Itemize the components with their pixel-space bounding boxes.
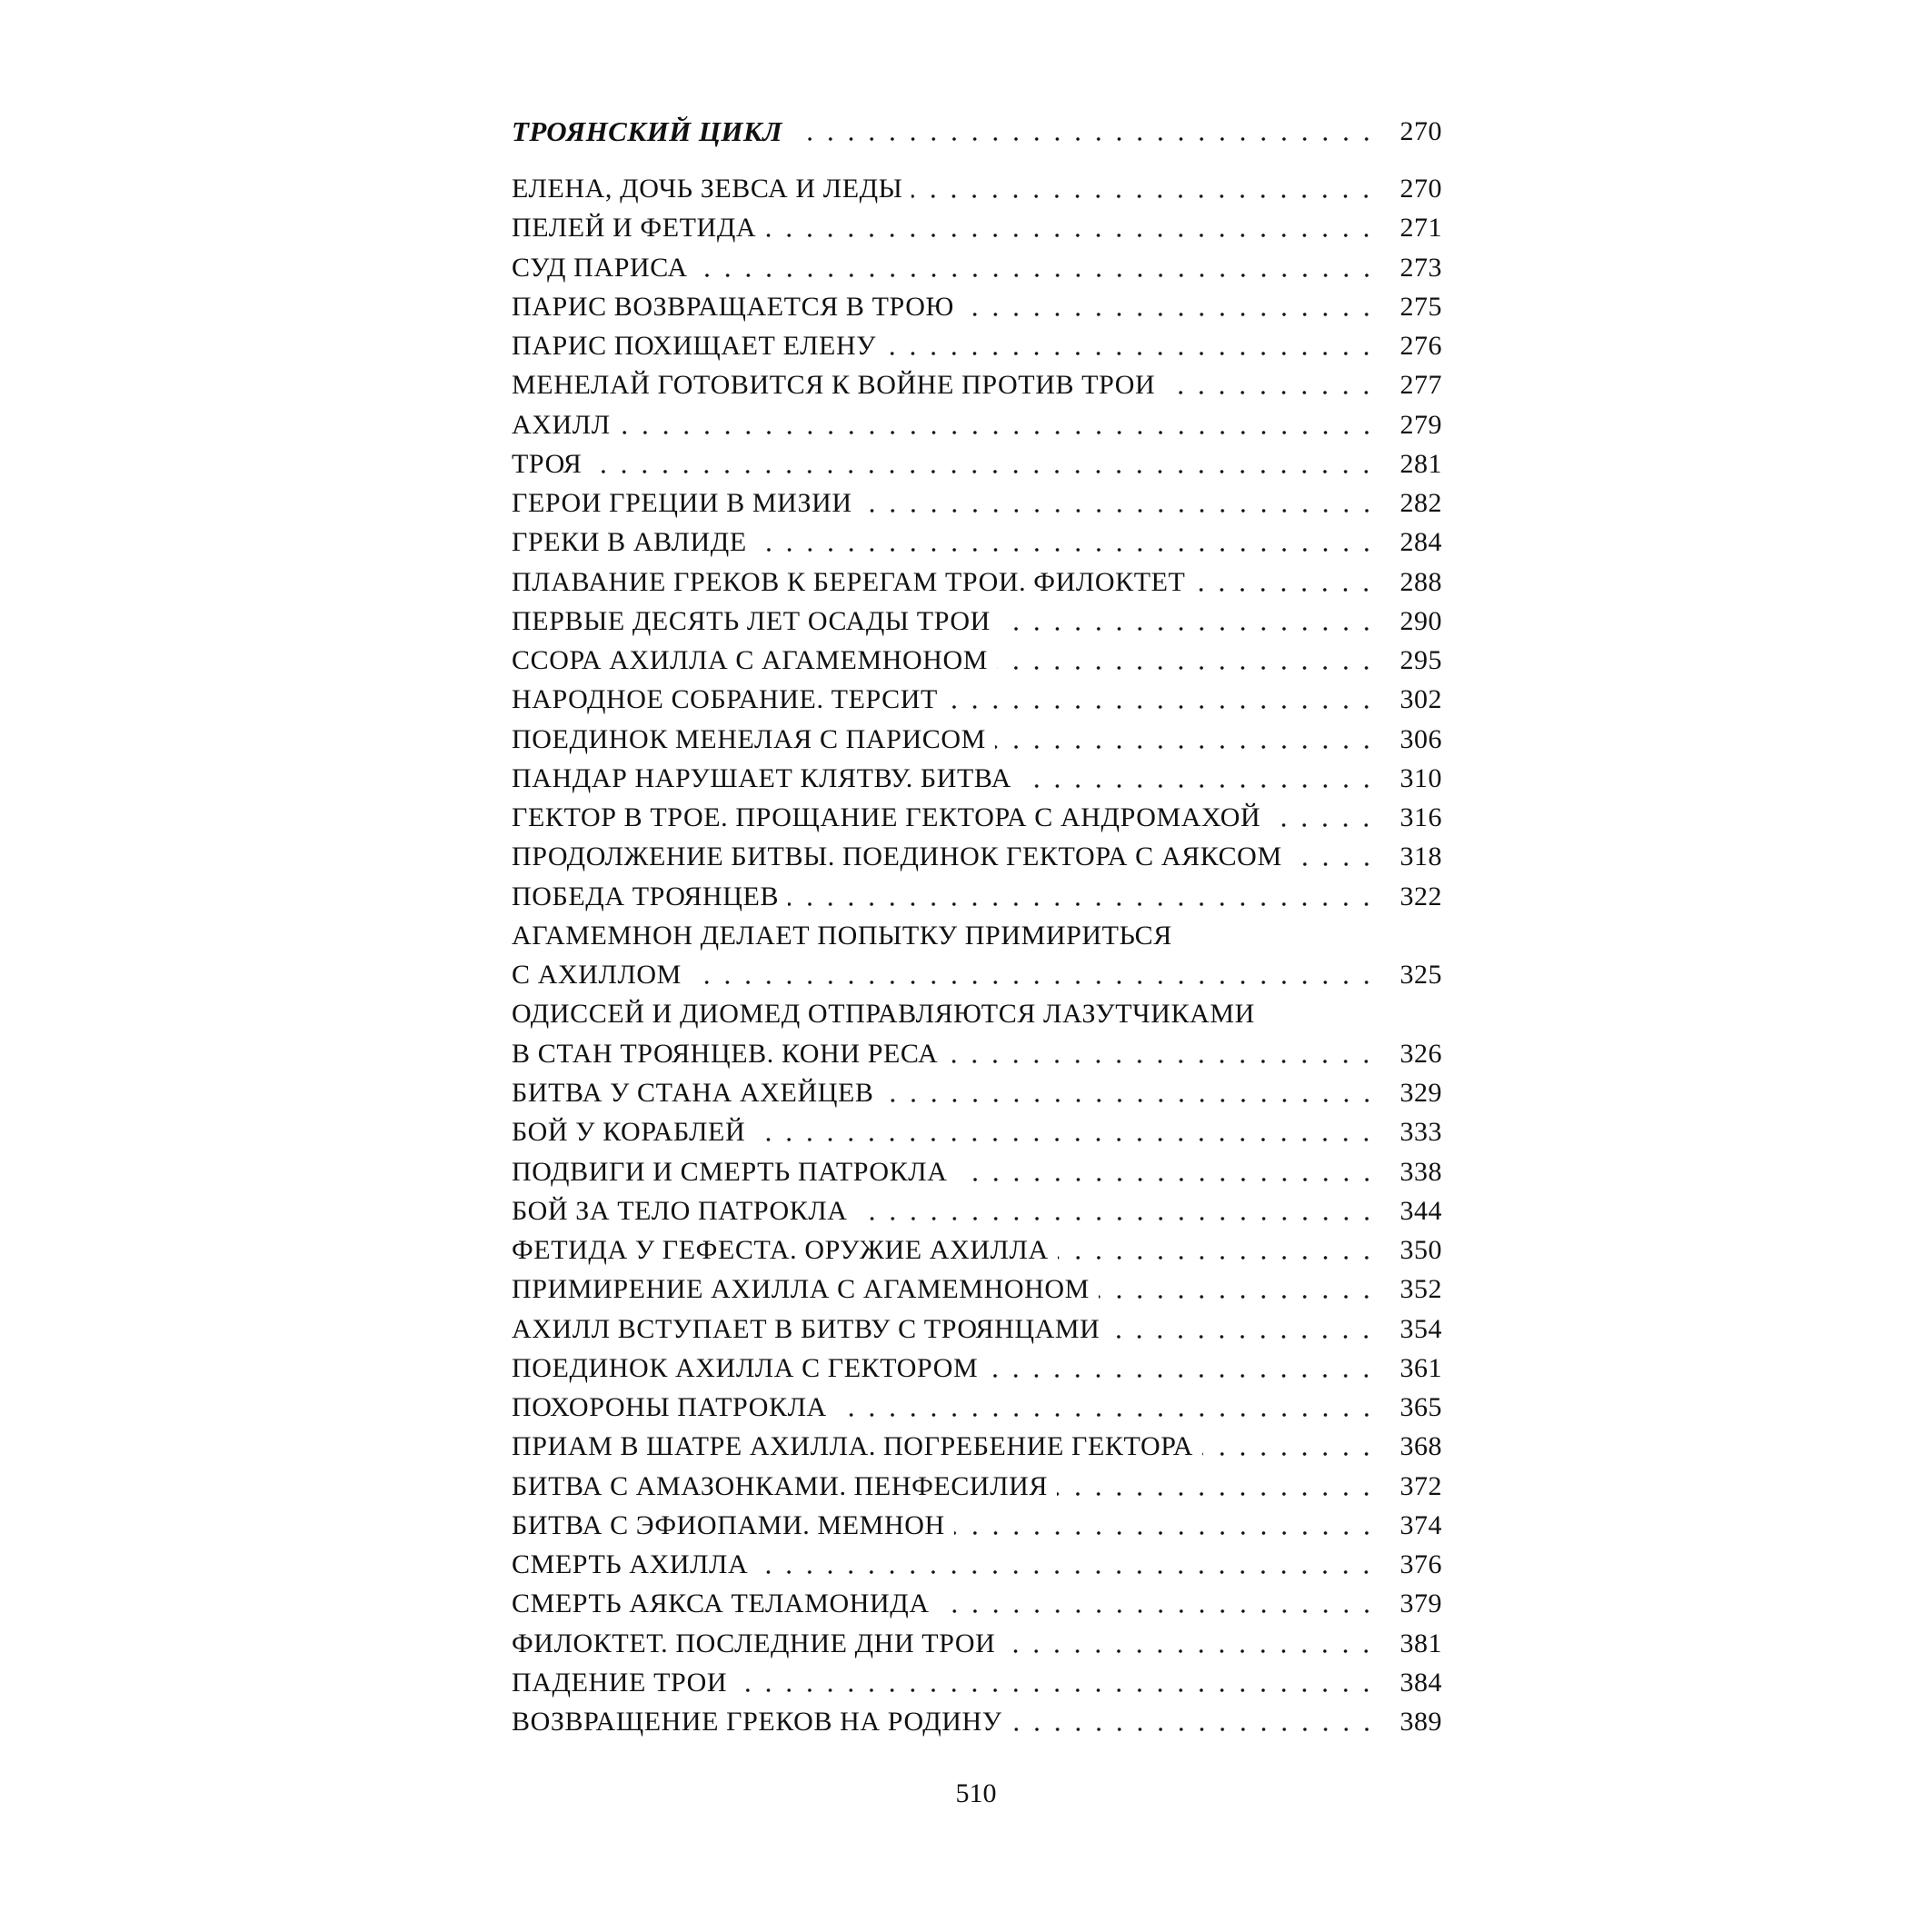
toc-entry[interactable] bbox=[512, 834, 1442, 871]
page-number: 310 bbox=[1399, 762, 1442, 793]
page-number: 273 bbox=[1399, 252, 1442, 283]
dot-leader bbox=[987, 1355, 1380, 1382]
dot-leader bbox=[736, 1669, 1380, 1697]
dot-leader bbox=[788, 883, 1380, 911]
toc-entry[interactable] bbox=[512, 560, 1442, 596]
entry-title: СУД ПАРИСА bbox=[512, 252, 688, 283]
toc-entry[interactable] bbox=[512, 245, 1442, 282]
entry-title: ПОЕДИНОК МЕНЕЛАЯ С ПАРИСОМ bbox=[512, 723, 986, 754]
dot-leader bbox=[1099, 1276, 1380, 1303]
toc-entry[interactable] bbox=[512, 1031, 1442, 1068]
entry-title: ПЛАВАНИЕ ГРЕКОВ К БЕРЕГАМ ТРОИ. ФИЛОКТЕТ bbox=[512, 566, 1186, 597]
entry-title: ПАРИС ПОХИЩАЕТ ЕЛЕНУ bbox=[512, 331, 877, 362]
page-number: 282 bbox=[1399, 488, 1442, 519]
toc-entry[interactable] bbox=[512, 1110, 1442, 1146]
page-number: 372 bbox=[1399, 1470, 1442, 1501]
dot-leader bbox=[620, 412, 1380, 439]
dot-leader bbox=[883, 1080, 1381, 1107]
toc-entry[interactable] bbox=[512, 520, 1442, 556]
entry-title: ПАРИС ВОЗВРАЩАЕТСЯ В ТРОЮ bbox=[512, 291, 954, 322]
dot-leader bbox=[836, 1394, 1380, 1421]
page-number: 365 bbox=[1399, 1392, 1442, 1423]
page-number: 322 bbox=[1399, 881, 1442, 911]
entry-title: ГРЕКИ В АВЛИДЕ bbox=[512, 527, 747, 558]
entry-title: ПОБЕДА ТРОЯНЦЕВ bbox=[512, 881, 780, 911]
dot-leader bbox=[792, 118, 1380, 145]
dot-leader bbox=[995, 726, 1380, 753]
toc-entry[interactable] bbox=[512, 1542, 1442, 1578]
dot-leader bbox=[1202, 1433, 1380, 1460]
entry-title: ПОХОРОНЫ ПАТРОКЛА bbox=[512, 1392, 827, 1423]
entry-title: ЕЛЕНА, ДОЧЬ ЗЕВСА И ЛЕДЫ bbox=[512, 174, 903, 204]
page-number: 295 bbox=[1399, 645, 1442, 676]
dot-leader bbox=[939, 1590, 1380, 1618]
page-number: 276 bbox=[1399, 331, 1442, 362]
page-number: 302 bbox=[1399, 684, 1442, 715]
entry-title: ПЕРВЫЕ ДЕСЯТЬ ЛЕТ ОСАДЫ ТРОИ bbox=[512, 605, 991, 636]
page-number: 361 bbox=[1399, 1352, 1442, 1383]
page-number: 270 bbox=[1399, 174, 1442, 204]
dot-leader bbox=[1194, 569, 1380, 596]
toc-entry[interactable] bbox=[512, 1267, 1442, 1303]
page-number: 376 bbox=[1399, 1549, 1442, 1580]
dot-leader bbox=[857, 1198, 1380, 1225]
entry-title: БИТВА У СТАНА АХЕЙЦЕВ bbox=[512, 1077, 874, 1108]
entry-title-line1: ОДИССЕЙ И ДИОМЕД ОТПРАВЛЯЮТСЯ ЛАЗУТЧИКАМИ bbox=[512, 999, 1255, 1030]
toc-entry[interactable] bbox=[512, 481, 1442, 517]
page-number: 270 bbox=[1399, 116, 1442, 146]
dot-leader bbox=[1164, 372, 1380, 399]
dot-leader bbox=[1000, 608, 1380, 635]
section-title: ТРОЯНСКИЙ ЦИКЛ bbox=[512, 115, 782, 147]
dot-leader bbox=[997, 647, 1380, 674]
dot-leader bbox=[765, 214, 1380, 242]
toc-entry[interactable] bbox=[512, 363, 1442, 399]
toc-entry[interactable] bbox=[512, 1464, 1442, 1500]
entry-title: ПРОДОЛЖЕНИЕ БИТВЫ. ПОЕДИНОК ГЕКТОРА С АЯКСОМ bbox=[512, 842, 1282, 872]
page-number: 288 bbox=[1399, 566, 1442, 597]
entry-title: БИТВА С ЭФИОПАМИ. МЕМНОН bbox=[512, 1509, 945, 1540]
toc-entry[interactable] bbox=[512, 442, 1442, 478]
dot-leader bbox=[954, 1512, 1380, 1539]
entry-title: СМЕРТЬ АХИЛЛА bbox=[512, 1549, 749, 1580]
toc-entry-first-line[interactable] bbox=[512, 913, 1442, 950]
toc-entry[interactable] bbox=[512, 284, 1442, 321]
dot-leader bbox=[1021, 765, 1380, 792]
toc-entry[interactable] bbox=[512, 677, 1442, 713]
page-number: 368 bbox=[1399, 1431, 1442, 1462]
page-number: 290 bbox=[1399, 605, 1442, 636]
entry-title: ПАНДАР НАРУШАЕТ КЛЯТВУ. БИТВА bbox=[512, 762, 1011, 793]
entry-title: ФИЛОКТЕТ. ПОСЛЕДНИЕ ДНИ ТРОИ bbox=[512, 1628, 996, 1658]
toc-entry[interactable] bbox=[512, 638, 1442, 674]
entry-title: ПЕЛЕЙ И ФЕТИДА bbox=[512, 213, 757, 244]
toc-entry[interactable] bbox=[512, 403, 1442, 439]
dot-leader bbox=[1291, 843, 1380, 871]
entry-title: ССОРА АХИЛЛА С АГАМЕМНОНОМ bbox=[512, 645, 989, 676]
entry-title: ГЕКТОР В ТРОЕ. ПРОЩАНИЕ ГЕКТОРА С АНДРОМАХОЙ bbox=[512, 802, 1261, 833]
toc-entry[interactable] bbox=[512, 324, 1442, 360]
toc-entry[interactable] bbox=[512, 1150, 1442, 1186]
entry-title-line1: АГАМЕМНОН ДЕЛАЕТ ПОПЫТКУ ПРИМИРИТЬСЯ bbox=[512, 920, 1172, 951]
page-number: 379 bbox=[1399, 1588, 1442, 1619]
dot-leader bbox=[756, 529, 1380, 556]
toc-entry[interactable] bbox=[512, 1424, 1442, 1460]
dot-leader bbox=[1057, 1473, 1380, 1500]
page-number: 384 bbox=[1399, 1667, 1442, 1698]
dot-leader bbox=[1270, 804, 1380, 832]
dot-leader bbox=[1058, 1237, 1380, 1264]
toc-entry[interactable] bbox=[512, 1346, 1442, 1382]
dot-leader bbox=[947, 1041, 1380, 1068]
page-number: 271 bbox=[1399, 213, 1442, 244]
toc-entry[interactable] bbox=[512, 205, 1442, 242]
entry-title: АХИЛЛ bbox=[512, 409, 611, 440]
entry-title: ФЕТИДА У ГЕФЕСТА. ОРУЖИЕ АХИЛЛА bbox=[512, 1235, 1049, 1266]
entry-title: АХИЛЛ ВСТУПАЕТ В БИТВУ С ТРОЯНЦАМИ bbox=[512, 1313, 1100, 1344]
entry-title: ТРОЯ bbox=[512, 448, 583, 479]
page-number: 352 bbox=[1399, 1274, 1442, 1305]
page-number: 284 bbox=[1399, 527, 1442, 558]
page-number: 389 bbox=[1399, 1707, 1442, 1738]
toc-entry[interactable] bbox=[512, 756, 1442, 792]
dot-leader bbox=[957, 1159, 1380, 1186]
page-number: 344 bbox=[1399, 1195, 1442, 1226]
toc-entry[interactable] bbox=[512, 1503, 1442, 1539]
toc-entry[interactable] bbox=[512, 599, 1442, 635]
toc-entry[interactable] bbox=[512, 717, 1442, 753]
toc-entry[interactable] bbox=[512, 1660, 1442, 1697]
dot-leader bbox=[963, 294, 1380, 321]
toc-entry[interactable] bbox=[512, 952, 1442, 989]
toc-entry[interactable] bbox=[512, 166, 1442, 203]
dot-leader bbox=[1011, 1708, 1380, 1736]
page-number: 316 bbox=[1399, 802, 1442, 833]
toc-section-heading[interactable] bbox=[512, 109, 1442, 145]
toc-entry[interactable] bbox=[512, 1581, 1442, 1618]
page-number: 326 bbox=[1399, 1038, 1442, 1069]
page-number: 279 bbox=[1399, 409, 1442, 440]
entry-title: ПОЕДИНОК АХИЛЛА С ГЕКТОРОМ bbox=[512, 1352, 979, 1383]
dot-leader bbox=[1109, 1316, 1380, 1343]
page-number: 354 bbox=[1399, 1313, 1442, 1344]
entry-title: ГЕРОИ ГРЕЦИИ В МИЗИИ bbox=[512, 488, 852, 519]
toc-entry-first-line[interactable] bbox=[512, 991, 1442, 1028]
toc-entry[interactable] bbox=[512, 1228, 1442, 1264]
page-number: 333 bbox=[1399, 1117, 1442, 1148]
dot-leader bbox=[861, 490, 1380, 517]
toc-entry[interactable] bbox=[512, 1189, 1442, 1225]
page-number: 306 bbox=[1399, 723, 1442, 754]
dot-leader bbox=[697, 254, 1380, 282]
dot-leader bbox=[1004, 1630, 1380, 1658]
entry-title: НАРОДНОЕ СОБРАНИЕ. ТЕРСИТ bbox=[512, 684, 938, 715]
toc-entry[interactable] bbox=[512, 1385, 1442, 1421]
dot-leader bbox=[885, 333, 1380, 360]
entry-title: ПРИАМ В ШАТРЕ АХИЛЛА. ПОГРЕБЕНИЕ ГЕКТОРА bbox=[512, 1431, 1194, 1462]
dot-leader bbox=[754, 1119, 1380, 1146]
toc-entry[interactable] bbox=[512, 1699, 1442, 1736]
page-number: 275 bbox=[1399, 291, 1442, 322]
toc-entry[interactable] bbox=[512, 795, 1442, 832]
dot-leader bbox=[757, 1551, 1380, 1578]
page-number: 325 bbox=[1399, 960, 1442, 991]
entry-title: В СТАН ТРОЯНЦЕВ. КОНИ РЕСА bbox=[512, 1038, 939, 1069]
page-number: 318 bbox=[1399, 842, 1442, 872]
entry-title: ПАДЕНИЕ ТРОИ bbox=[512, 1667, 728, 1698]
toc-entry[interactable] bbox=[512, 1071, 1442, 1107]
page-number: 277 bbox=[1399, 370, 1442, 401]
page-number: 338 bbox=[1399, 1156, 1442, 1187]
entry-title: МЕНЕЛАЙ ГОТОВИТСЯ К ВОЙНЕ ПРОТИВ ТРОИ bbox=[512, 370, 1156, 401]
page-number: 350 bbox=[1399, 1235, 1442, 1266]
entry-title: С АХИЛЛОМ bbox=[512, 960, 682, 991]
entry-title: ВОЗВРАЩЕНИЕ ГРЕКОВ НА РОДИНУ bbox=[512, 1707, 1002, 1738]
entry-title: ПОДВИГИ И СМЕРТЬ ПАТРОКЛА bbox=[512, 1156, 948, 1187]
entry-title: СМЕРТЬ АЯКСА ТЕЛАМОНИДА bbox=[512, 1588, 930, 1619]
entry-title: БОЙ ЗА ТЕЛО ПАТРОКЛА bbox=[512, 1195, 848, 1226]
page-number: 374 bbox=[1399, 1509, 1442, 1540]
dot-leader bbox=[911, 175, 1380, 203]
toc-entry[interactable] bbox=[512, 874, 1442, 911]
page-number: 381 bbox=[1399, 1628, 1442, 1658]
dot-leader bbox=[947, 686, 1380, 713]
page-number: 281 bbox=[1399, 448, 1442, 479]
page-number: 329 bbox=[1399, 1077, 1442, 1108]
entry-title: ПРИМИРЕНИЕ АХИЛЛА С АГАМЕМНОНОМ bbox=[512, 1274, 1090, 1305]
dot-leader bbox=[691, 961, 1380, 989]
toc-entry[interactable] bbox=[512, 1621, 1442, 1658]
dot-leader bbox=[591, 451, 1380, 478]
entry-title: БОЙ У КОРАБЛЕЙ bbox=[512, 1117, 746, 1148]
entry-title: БИТВА С АМАЗОНКАМИ. ПЕНФЕСИЛИЯ bbox=[512, 1470, 1049, 1501]
page-folio: 510 bbox=[955, 1778, 997, 1808]
toc-entry[interactable] bbox=[512, 1307, 1442, 1343]
